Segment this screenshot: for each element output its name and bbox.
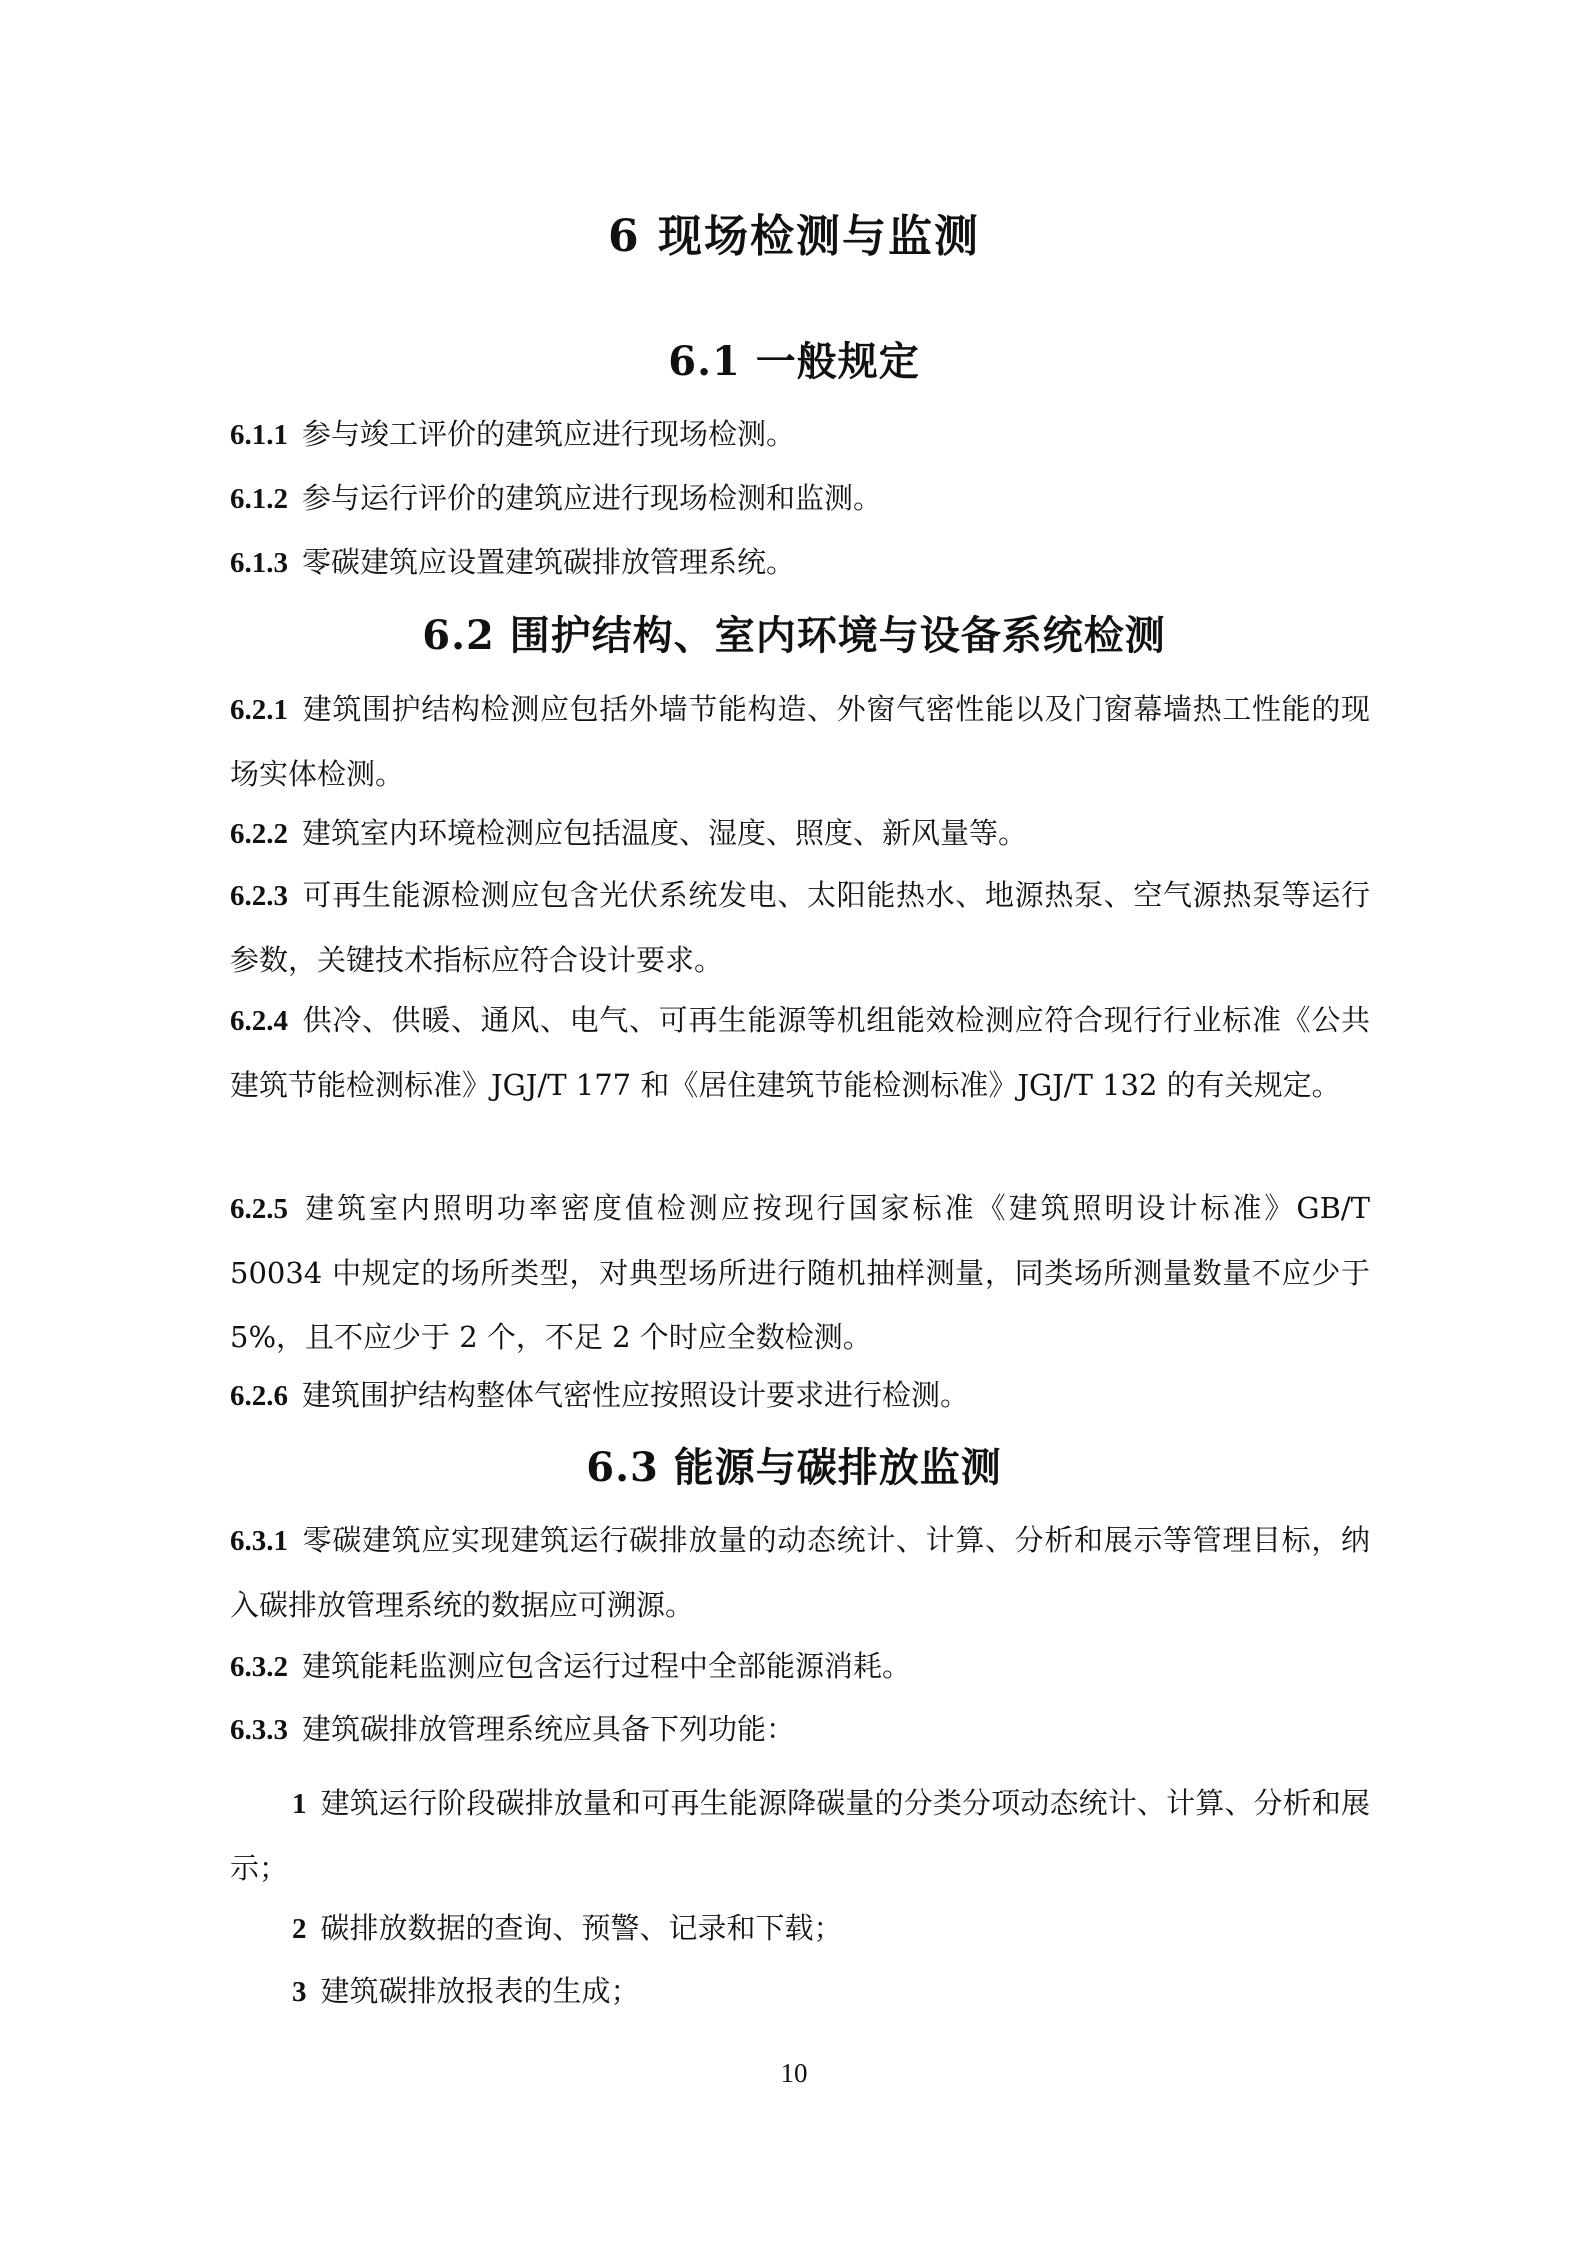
chapter-title: 6 现场检测与监测: [608, 211, 980, 262]
list-item-number: 1: [292, 1788, 307, 1820]
clause-text: 零碳建筑应实现建筑运行碳排放量的动态统计、计算、分析和展示等管理目标，纳入碳排放管理系统的数据应可溯源。: [230, 1523, 1370, 1622]
clause: [230, 1363, 1370, 1428]
clause-text: 建筑碳排放管理系统应具备下列功能：: [302, 1712, 796, 1746]
clause: [230, 530, 1370, 595]
clause: [230, 863, 1370, 992]
clause-text: 可再生能源检测应包含光伏系统发电、太阳能热水、地源热泵、空气源热泵等运行参数，关键技术指标应符合设计要求。: [230, 878, 1370, 977]
clause-number: 6.2.1: [230, 694, 288, 726]
clause-number: 6.1.2: [230, 483, 288, 515]
clause-number: 6.2.2: [230, 818, 288, 850]
clause: [230, 466, 1370, 531]
clause-text: 建筑室内照明功率密度值检测应按现行国家标准《建筑照明设计标准》GB/T 50034 中规定的场所类型，对典型场所进行随机抽样测量，同类场所测量数量不应少于 5%，且不应少于 2 个，不足 2 个时应全数检测。: [230, 1191, 1370, 1354]
list-item-text: 碳排放数据的查询、预警、记录和下载；: [320, 1911, 843, 1945]
clause-number: 6.2.4: [230, 1005, 288, 1037]
clause-text: 建筑围护结构检测应包括外墙节能构造、外窗气密性能以及门窗幕墙热工性能的现场实体检测。: [230, 692, 1370, 791]
clause: [230, 1176, 1370, 1369]
clause-number: 6.2.3: [230, 880, 288, 912]
clause-text: 供冷、供暖、通风、电气、可再生能源等机组能效检测应符合现行行业标准《公共建筑节能检测标准》JGJ/T 177 和《居住建筑节能检测标准》JGJ/T 132 的有关规定。: [230, 1003, 1370, 1102]
clause-text: 参与运行评价的建筑应进行现场检测和监测。: [302, 481, 883, 515]
clause: [230, 988, 1370, 1117]
clause-text: 零碳建筑应设置建筑碳排放管理系统。: [302, 545, 796, 579]
clause-number: 6.2.6: [230, 1380, 288, 1412]
clause-text: 参与竣工评价的建筑应进行现场检测。: [302, 417, 796, 451]
clause: [230, 801, 1370, 866]
section-title: 6.1 一般规定: [668, 338, 920, 385]
list-item-number: 3: [292, 1976, 307, 2008]
list-item: [230, 1959, 1370, 2024]
clause-text: 建筑室内环境检测应包括温度、湿度、照度、新风量等。: [302, 816, 1028, 850]
clause: [230, 677, 1370, 806]
list-item-text: 建筑运行阶段碳排放量和可再生能源降碳量的分类分项动态统计、计算、分析和展示；: [230, 1786, 1370, 1885]
clause-number: 6.3.1: [230, 1525, 288, 1557]
clause-text: 建筑能耗监测应包含运行过程中全部能源消耗。: [302, 1649, 912, 1683]
clause-text: 建筑围护结构整体气密性应按照设计要求进行检测。: [302, 1378, 970, 1412]
clause: [230, 402, 1370, 467]
clause-number: 6.1.1: [230, 419, 288, 451]
page-number: 10: [780, 2058, 808, 2088]
list-item: [230, 1771, 1370, 1900]
section-title: 6.3 能源与碳排放监测: [586, 1444, 1002, 1491]
clause: [230, 1634, 1370, 1699]
clause-number: 6.1.3: [230, 547, 288, 579]
clause-number: 6.2.5: [230, 1193, 288, 1225]
clause-number: 6.3.3: [230, 1714, 288, 1746]
clause-number: 6.3.2: [230, 1651, 288, 1683]
section-title: 6.2 围护结构、室内环境与设备系统检测: [422, 612, 1166, 659]
list-item-number: 2: [292, 1913, 307, 1945]
list-item-text: 建筑碳排放报表的生成；: [320, 1974, 640, 2008]
clause: [230, 1697, 1370, 1762]
clause: [230, 1508, 1370, 1637]
list-item: [230, 1896, 1370, 1961]
